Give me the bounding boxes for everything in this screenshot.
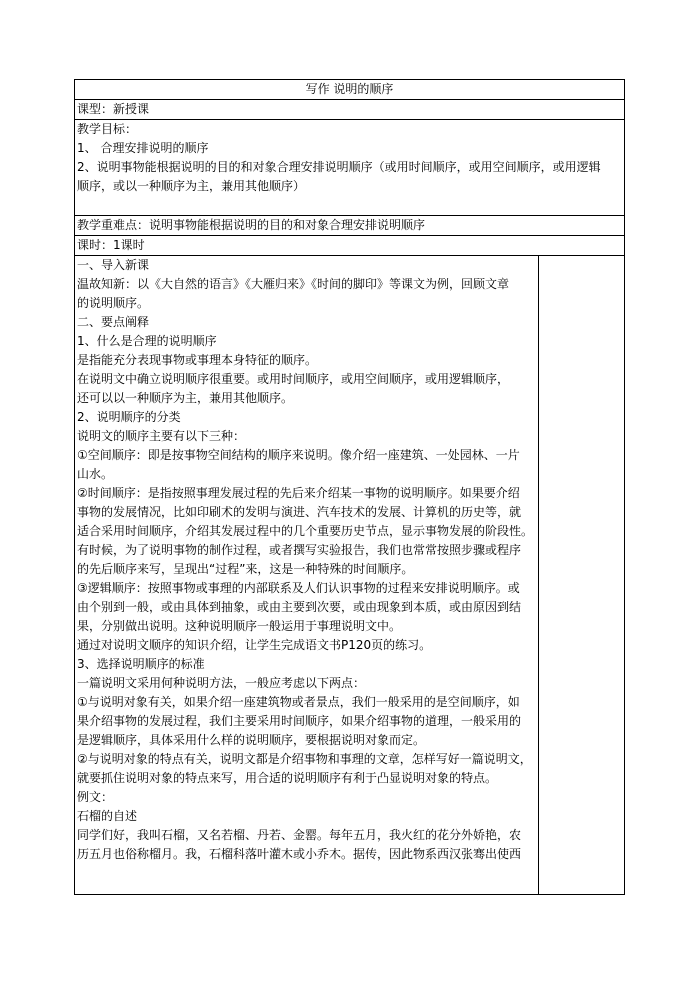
- content-line: ①空间顺序：即是按事物空间结构的顺序来说明。像介绍一座建筑、一处园林、一片: [77, 448, 520, 462]
- content-line: 的先后顺序来写，呈现出“过程”来，这是一种特殊的时间顺序。: [77, 562, 414, 576]
- content-line: 说明文的顺序主要有以下三种：: [77, 429, 246, 443]
- content-line: 由个别到一般，或由具体到抽象，或由主要到次要，或由现象到本质，或由原因到结: [77, 600, 522, 614]
- content-line: 二、要点阐释: [77, 315, 150, 329]
- content-line: 例文：: [77, 790, 114, 804]
- content-line: 1、什么是合理的说明顺序: [77, 334, 217, 348]
- content-line: 的说明顺序。: [77, 296, 150, 310]
- content-line: 事物的发展情况，比如印刷术的发明与演进、汽车技术的发展、计算机的历史等，就: [77, 505, 522, 519]
- goals-cell: [75, 120, 625, 216]
- lesson-plan-sheet: [74, 79, 624, 895]
- notes-column: [539, 256, 625, 895]
- page-title: 写作 说明的顺序: [75, 80, 625, 100]
- content-line: 还可以以一种顺序为主，兼用其他顺序。: [77, 391, 294, 405]
- content-line: 是指能充分表现事物或事理本身特征的顺序。: [77, 353, 318, 367]
- content-line: 历五月也俗称榴月。我，石榴科落叶灌木或小乔木。据传，因此物系西汉张骞出使西: [77, 847, 522, 861]
- content-cell: [75, 256, 539, 895]
- goals-heading: 教学目标：: [77, 122, 138, 136]
- goal-item-1: 1、 合理安排说明的顺序: [77, 141, 209, 155]
- content-line: 温故知新：以《大自然的语言》《大雁归来》《时间的脚印》等课文为例，回顾文章: [77, 277, 510, 291]
- content-line: ③逻辑顺序：按照事物或事理的内部联系及人们认识事物的过程来安排说明顺序。或: [77, 581, 520, 595]
- content-line: 同学们好，我叫石榴，又名若榴、丹若、金罂。每年五月，我火红的花分外娇艳，农: [77, 828, 522, 842]
- content-body: [77, 256, 536, 864]
- content-line: 在说明文中确立说明顺序很重要。或用时间顺序，或用空间顺序，或用逻辑顺序，: [77, 372, 510, 386]
- content-line: 2、说明顺序的分类: [77, 410, 181, 424]
- content-line: 通过对说明文顺序的知识介绍，让学生完成语文书P120页的练习。: [77, 638, 432, 652]
- goal-item-2-line-2: 顺序，或以一种顺序为主，兼用其他顺序）: [77, 179, 306, 193]
- content-line: 是逻辑顺序，具体采用什么样的说明顺序，要根据说明对象而定。: [77, 733, 426, 747]
- content-line: 有时候，为了说明事物的制作过程，或者撰写实验报告，我们也常常按照步骤或程序: [77, 543, 522, 557]
- content-line: 3、选择说明顺序的标准: [77, 657, 205, 671]
- lesson-type: 课型：新授课: [75, 100, 625, 120]
- content-line: 一篇说明文采用何种说明方法，一般应考虑以下两点：: [77, 676, 366, 690]
- content-line: 山水。: [77, 467, 114, 481]
- goal-item-2-line-1: 2、说明事物能根据说明的目的和对象合理安排说明顺序（或用时间顺序，或用空间顺序，或用逻辑: [77, 160, 601, 174]
- content-line: 果介绍事物的发展过程，我们主要采用时间顺序，如果介绍事物的道理，一般采用的: [77, 714, 522, 728]
- content-line: ②与说明对象的特点有关，说明文都是介绍事物和事理的文章，怎样写好一篇说明文，: [77, 752, 532, 766]
- content-line: ②时间顺序：是指按照事理发展过程的先后来介绍某一事物的说明顺序。如果要介绍: [77, 486, 520, 500]
- content-line: 就要抓住说明对象的特点来写，用合适的说明顺序有利于凸显说明对象的特点。: [77, 771, 498, 785]
- content-line: 一、导入新课: [77, 258, 150, 272]
- key-points: 教学重难点：说明事物能根据说明的目的和对象合理安排说明顺序: [75, 216, 625, 236]
- content-line: 适合采用时间顺序，介绍其发展过程中的几个重要历史节点，显示事物发展的阶段性。: [77, 524, 534, 538]
- content-line: 果，分别做出说明。这种说明顺序一般运用于事理说明文中。: [77, 619, 402, 633]
- content-line: ①与说明对象有关，如果介绍一座建筑物或者景点，我们一般采用的是空间顺序，如: [77, 695, 520, 709]
- content-line: 石榴的自述: [77, 809, 138, 823]
- periods: 课时：1课时: [75, 236, 625, 256]
- lesson-plan-table: [74, 79, 625, 895]
